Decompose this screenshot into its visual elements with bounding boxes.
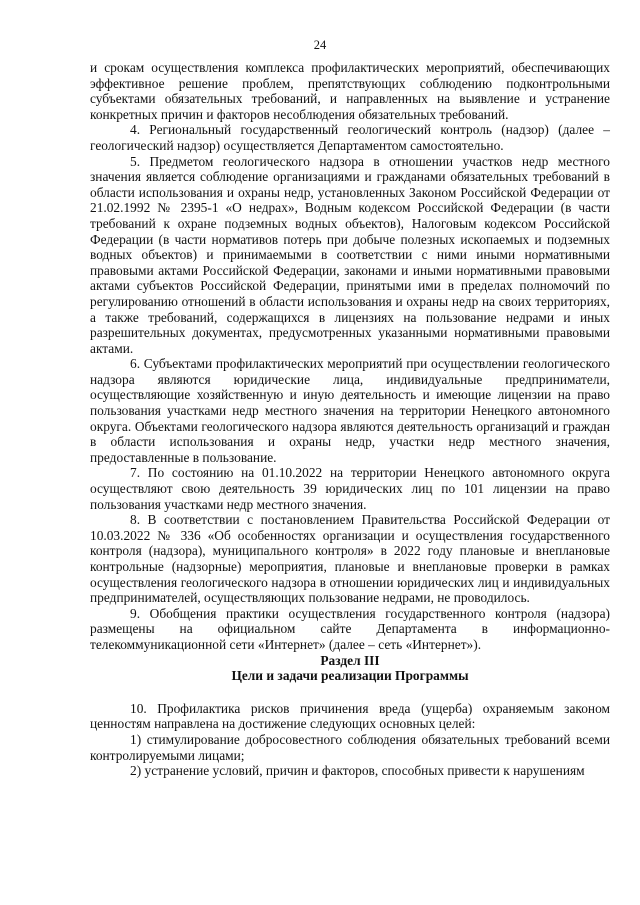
document-body bbox=[90, 60, 610, 779]
list-item-2: 2) устранение условий, причин и факторов, способных привести к нарушениям bbox=[130, 763, 585, 779]
paragraph-4: 4. Региональный государственный геологический контроль (надзор) (далее – геологический надзор) осуществляется Департаментом самостоятельно. bbox=[90, 122, 610, 153]
page-number: 24 bbox=[313, 38, 327, 52]
list-item-1: 1) стимулирование добросовестного соблюдения обязательных требований всеми контролируемыми лицами; bbox=[90, 731, 610, 763]
paragraph-7: 7. По состоянию на 01.10.2022 на территории Ненецкого автономного округа осуществляют свою деятельность 39 юридических лиц по 101 лицензии на право пользования участками недр местного значения. bbox=[90, 465, 610, 512]
paragraph-continued: и срокам осуществления комплекса профилактических мероприятий, обеспечивающих эффективное решение проблем, препятствующих соблюдению подконтрольными субъектами обязательных требований, и направленных на выявление и устранение конкретных причин и факторов несоблюдения обязательных требований. bbox=[90, 60, 610, 122]
paragraph-5: 5. Предметом геологического надзора в отношении участков недр местного значения является соблюдение организациями и гражданами обязательных требований в области использования и охраны недр, установленных Законом Российской Федерации от 21.02.1992 № 2395-1 «О недрах», Водным кодексом Российской Федерации (в части требований к охране подземных водных объектов), Налоговым кодексом Российской Федерации (в части нормативов потерь при добыче полезных ископаемых и подземных водных объектов) и принимаемыми в соответствии с ними иными нормативными правовыми актами Российской Федерации, законами и иными нормативными правовыми актами субъектов Российской Федерации, принятыми ими в пределах полномочий по регулированию отношений в области использования и охраны недр на своих территориях, а также требований, содержащихся в лицензиях на пользование недрами и иных разрешительных документах, предусмотренных указанными нормативными правовыми актами. bbox=[90, 153, 610, 356]
paragraph-8: 8. В соответствии с постановлением Правительства Российской Федерации от 10.03.2022 № 336 «Об особенностях организации и осуществления государственного контроля (надзора), муниципального контроля» в 2022 году плановые и внеплановые контрольные (надзорные) мероприятия, плановые и внеплановые проверки в рамках осуществления геологического надзора в отношении юридических лиц и индивидуальных предпринимателей, осуществляющих пользование недрами, не проводилось. bbox=[90, 512, 610, 606]
section-heading bbox=[90, 653, 610, 684]
paragraph-9: 9. Обобщения практики осуществления государственного контроля (надзора) размещены на официальном сайте Департамента в информационно-телекоммуникационной сети «Интернет» (далее – сеть «Интернет»). bbox=[90, 605, 610, 652]
paragraph-10: 10. Профилактика рисков причинения вреда (ущерба) охраняемым законом ценностям направлена на достижение следующих основных целей: bbox=[90, 700, 610, 732]
paragraph-6: 6. Субъектами профилактических мероприятий при осуществлении геологического надзора являются юридические лица, индивидуальные предприниматели, осуществляющие хозяйственную и иную деятельность и имеющие лицензии на право пользования участками недр местного значения на территории Ненецкого автономного округа. Объектами геологического надзора являются деятельность организаций и граждан в области использования и охраны недр, участки недр местного значения, предоставленные в пользование. bbox=[90, 356, 610, 465]
section-title: Раздел III bbox=[320, 652, 380, 668]
section-subtitle: Цели и задачи реализации Программы bbox=[231, 668, 469, 684]
